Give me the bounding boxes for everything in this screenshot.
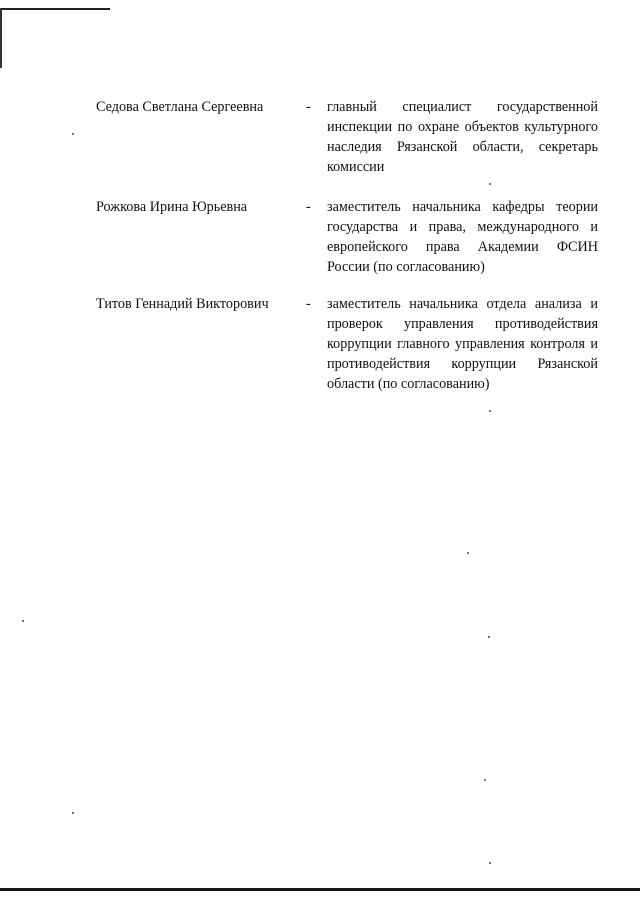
member-position: главный специалист государственной инспекции по охране объектов культурного наследия Рязанской области, секретарь комиссии: [327, 99, 598, 175]
scan-speck: [484, 779, 486, 781]
scan-speck: [489, 862, 491, 864]
scan-speck: [489, 183, 491, 185]
member-name: Титов Геннадий Викторович: [96, 296, 269, 312]
scan-border-bottom: [0, 888, 640, 891]
member-dash: -: [306, 296, 311, 312]
member-position: заместитель начальника кафедры теории государства и права, международного и европейского права Академии ФСИН России (по согласованию): [327, 199, 598, 275]
scan-speck: [488, 636, 490, 638]
scan-border-top: [0, 8, 110, 10]
scan-border-left: [0, 8, 2, 68]
member-name: Седова Светлана Сергеевна: [96, 99, 264, 115]
scan-speck: [72, 812, 74, 814]
scan-speck: [489, 410, 491, 412]
scan-speck: [467, 552, 469, 554]
member-position: заместитель начальника отдела анализа и проверок управления противодействия коррупции главного управления контроля и противодействия коррупции Рязанской области (по согласованию): [327, 296, 598, 392]
member-name: Рожкова Ирина Юрьевна: [96, 199, 248, 215]
member-dash: -: [306, 99, 311, 115]
scan-speck: [22, 620, 24, 622]
scan-speck: [72, 133, 74, 135]
member-dash: -: [306, 199, 311, 215]
